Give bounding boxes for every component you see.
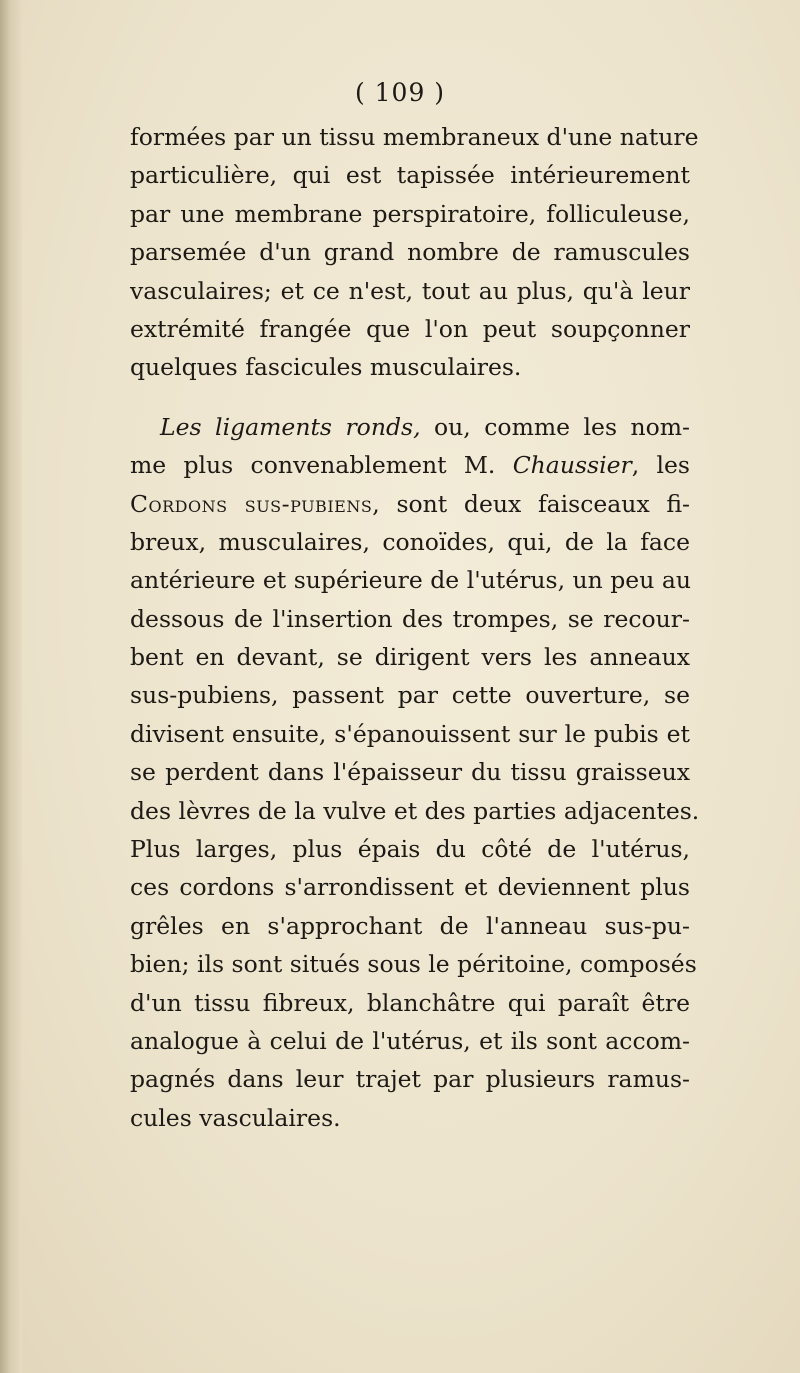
text-line: quelques fascicules musculaires. <box>130 353 522 382</box>
text-line: grêles en s'approchant de l'anneau sus-pu- <box>130 911 690 940</box>
text-line: par une membrane perspiratoire, folliculeuse, <box>130 199 690 228</box>
text-line: breux, musculaires, conoïdes, qui, de la face <box>130 527 690 556</box>
paragraph-2-first-line <box>130 408 690 446</box>
text-line: bien; ils sont situés sous le péritoine, composés <box>130 950 697 979</box>
text-line: des lèvres de la vulve et des parties adjacentes. <box>130 796 700 825</box>
text-line: Plus larges, plus épais du côté de l'utérus, <box>130 835 690 864</box>
text-line: divisent ensuite, s'épanouissent sur le pubis et <box>130 719 690 748</box>
italic-name: Chaussier <box>512 451 632 480</box>
page-binding-edge <box>0 0 22 1373</box>
text-line: ces cordons s'arrondissent et deviennent plus <box>130 873 690 902</box>
text-line: sus-pubiens, passent par cette ouverture, se <box>130 681 690 710</box>
text-line: formées par un tissu membraneux d'une nature <box>130 123 699 151</box>
text-line: analogue à celui de l'utérus, et ils sont accom- <box>130 1026 690 1055</box>
italic-term: Les ligaments ronds, <box>160 412 421 441</box>
body-text <box>130 118 700 1137</box>
text-line: d'un tissu fibreux, blanchâtre qui paraît être <box>130 988 690 1017</box>
line-part: me plus convenablement M. <box>130 451 513 480</box>
text-line: pagnés dans leur trajet par plusieurs ramus- <box>130 1065 690 1094</box>
text-line <box>130 485 690 523</box>
text-line: extrémité frangée que l'on peut soupçonner <box>130 314 690 343</box>
text-line: se perdent dans l'épaisseur du tissu graisseux <box>130 758 690 787</box>
line-continuation: ou, comme les nom- <box>420 412 690 441</box>
small-caps-term: Cordons sus-pubiens <box>130 489 373 518</box>
line-part: , sont deux faisceaux fi- <box>372 489 690 518</box>
text-line: parsemée d'un grand nombre de ramuscules <box>130 238 690 267</box>
line-part: , les <box>631 451 690 480</box>
text-line: antérieure et supérieure de l'utérus, un peu au <box>130 566 691 595</box>
text-line: bent en devant, se dirigent vers les anneaux <box>130 643 690 672</box>
text-line: vasculaires; et ce n'est, tout au plus, qu'à leur <box>130 276 690 305</box>
text-line: dessous de l'insertion des trompes, se recour- <box>130 604 690 633</box>
page-number: ( 109 ) <box>354 78 446 107</box>
text-line: particulière, qui est tapissée intérieurement <box>130 161 690 190</box>
text-line <box>130 446 690 484</box>
text-line: cules vasculaires. <box>130 1103 341 1132</box>
